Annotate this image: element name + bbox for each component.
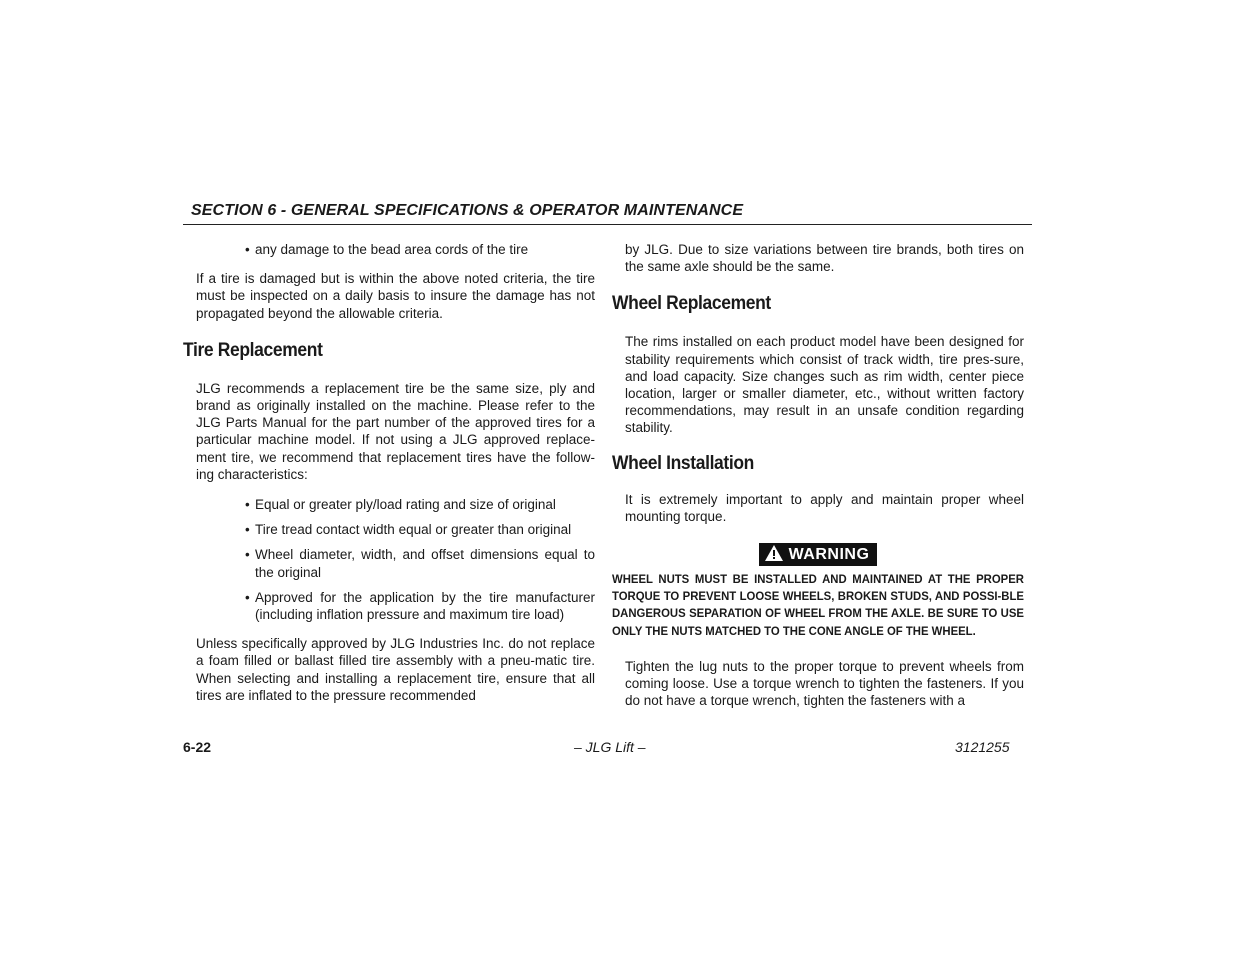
doc-number: 3121255 bbox=[955, 739, 1010, 755]
bullet-dot: • bbox=[245, 522, 250, 538]
bullet-dot: • bbox=[245, 242, 250, 257]
bullet-dot: • bbox=[245, 547, 250, 563]
warning-text: WHEEL NUTS MUST BE INSTALLED AND MAINTAINED AT THE PROPER TORQUE TO PREVENT LOOSE WHEELS, BROKEN STUDS, AND POSSI-BLE DANGEROUS SEPARATION OF WHEEL FROM THE AXLE. BE SURE TO USE ONLY THE NUTS MATCHED TO THE CONE ANGLE OF THE WHEEL. bbox=[612, 572, 1024, 638]
right-column bbox=[612, 241, 1024, 709]
footer-title: – JLG Lift – bbox=[574, 739, 646, 755]
bullet-text: Equal or greater ply/load rating and size of original bbox=[255, 497, 556, 513]
para-unless: Unless specifically approved by JLG Industries Inc. do not replace a foam filled or ballast filled tire assembly with a pneu-matic tire. When selecting and installing a replacement tire, ensure that all tires are inflated to the pressure recommended bbox=[196, 636, 595, 703]
section-header: SECTION 6 - GENERAL SPECIFICATIONS & OPERATOR MAINTENANCE bbox=[183, 202, 1032, 225]
warning-label: WARNING bbox=[788, 546, 870, 564]
heading-tire-replacement: Tire Replacement bbox=[183, 339, 323, 361]
bullet-item bbox=[183, 496, 595, 513]
bullet-dot: • bbox=[245, 497, 250, 513]
para-recommend: JLG recommends a replacement tire be the same size, ply and brand as originally installed on the machine. Please refer to the JLG Parts Manual for the part number of the approved tires for a particular machine model. If not using a JLG approved replace-ment tire, we recommend that replacement tires have the follow-ing characteristics: bbox=[196, 380, 595, 482]
page-number: 6-22 bbox=[183, 739, 212, 755]
bullet-item bbox=[183, 589, 595, 623]
bullet-item bbox=[183, 546, 595, 580]
para-rims: The rims installed on each product model have been designed for stability requirements which consist of track width, tire pres-sure, and load capacity. Size changes such as rim width, center piece location, larger or smaller diameter, etc., without written factory recommendations, may result in an unsafe condition regarding stability. bbox=[625, 334, 1024, 436]
para-torque: It is extremely important to apply and maintain proper wheel mounting torque. bbox=[625, 491, 1024, 524]
bullet-text: Wheel diameter, width, and offset dimensions equal to the original bbox=[255, 547, 595, 580]
warning-triangle-icon bbox=[765, 545, 783, 561]
bullet-bead-damage bbox=[183, 241, 595, 258]
bullet-item bbox=[183, 521, 595, 538]
left-column bbox=[183, 241, 595, 704]
heading-wheel-replacement: Wheel Replacement bbox=[612, 293, 771, 315]
bullet-text: Approved for the application by the tire manufacturer (including inflation pressure and maximum tire load) bbox=[255, 589, 595, 623]
warning-banner bbox=[612, 543, 1024, 566]
bullet-text: any damage to the bead area cords of the tire bbox=[255, 242, 529, 257]
heading-wheel-installation: Wheel Installation bbox=[612, 452, 754, 474]
para-damage: If a tire is damaged but is within the above noted criteria, the tire must be inspected on a daily basis to insure the damage has not propagated beyond the allowable criteria. bbox=[196, 271, 595, 321]
warning-badge bbox=[759, 543, 878, 566]
bullet-text: Tire tread contact width equal or greater than original bbox=[255, 522, 572, 538]
para-lug-nuts: Tighten the lug nuts to the proper torque to prevent wheels from coming loose. Use a torque wrench to tighten the fasteners. If you do not have a torque wrench, tighten the fasteners with a bbox=[625, 658, 1024, 709]
para-continued: by JLG. Due to size variations between tire brands, both tires on the same axle should be the same. bbox=[625, 242, 1024, 275]
bullet-dot: • bbox=[245, 589, 250, 605]
